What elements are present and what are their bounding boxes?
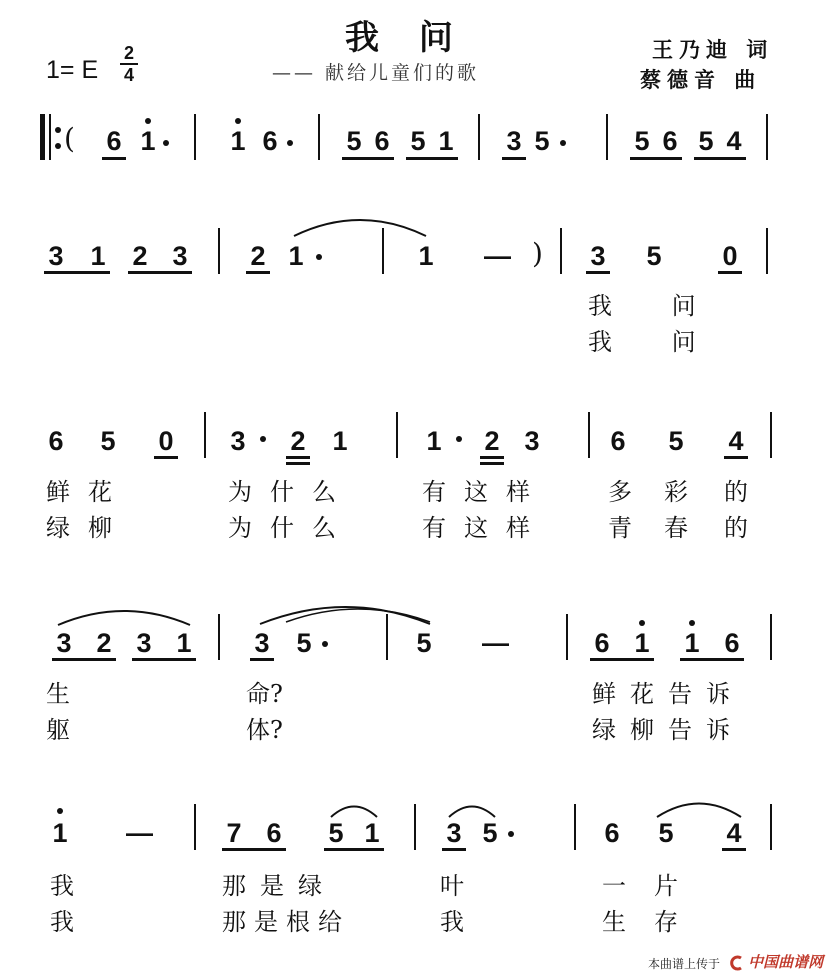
slur [54, 603, 194, 629]
note: 3 [136, 628, 152, 658]
lyric: 多彩 [608, 478, 720, 506]
lyric: 为什么 [228, 478, 354, 506]
note: 6 [594, 628, 610, 658]
note: 5 [482, 818, 498, 848]
note: 1 [230, 126, 246, 156]
lyric: 命? [246, 680, 283, 708]
note: 1 [288, 241, 304, 271]
note: 5 [296, 628, 312, 658]
slur [446, 800, 498, 820]
note: 5 [328, 818, 344, 848]
note: 2 [250, 241, 266, 271]
note: 1 [90, 241, 106, 271]
note: 4 [728, 426, 744, 456]
lyric: 一片 [602, 872, 706, 900]
note: 3 [590, 241, 606, 271]
note: 5 [346, 126, 362, 156]
note: 1 [364, 818, 380, 848]
note: 3 [446, 818, 462, 848]
note: 3 [56, 628, 72, 658]
lyric: 鲜花 [46, 478, 130, 506]
note: 6 [662, 126, 678, 156]
lyric: 鲜花告诉 [592, 680, 744, 708]
note: 1 [418, 241, 434, 271]
note: 2 [484, 426, 500, 456]
lyric: 我 [50, 908, 74, 936]
time-signature-top: 2 [123, 43, 134, 63]
note: 1 [438, 126, 454, 156]
key-signature: 1= E [46, 56, 99, 84]
note: 5 [658, 818, 674, 848]
lyric: 那是绿 [222, 872, 336, 900]
note: 1 [426, 426, 442, 456]
note: 3 [254, 628, 270, 658]
song-title: 我 问 [345, 18, 467, 58]
note: 6 [106, 126, 122, 156]
extension-dash: — [482, 628, 509, 658]
repeat-dot [55, 143, 61, 149]
note: 6 [604, 818, 620, 848]
lyric: 青春 [608, 514, 720, 542]
note: 6 [266, 818, 282, 848]
note: 6 [724, 628, 740, 658]
note: 1 [684, 628, 700, 658]
lyric: 有这样 [422, 514, 548, 542]
lyric: 绿柳告诉 [592, 716, 744, 744]
note: 0 [158, 426, 174, 456]
song-subtitle: —— 献给儿童们的歌 [272, 62, 480, 84]
note: 5 [698, 126, 714, 156]
slur [328, 800, 380, 820]
close-paren: ) [532, 237, 543, 270]
site-logo-text: 中国曲谱网 [748, 953, 824, 971]
note: 6 [262, 126, 278, 156]
lyric: 那是根给 [222, 908, 350, 936]
open-paren: ( [64, 122, 75, 155]
note: 2 [96, 628, 112, 658]
lyric-verse-2: 我 问 [588, 328, 722, 356]
upload-note: 本曲谱上传于 [648, 957, 721, 971]
note: 3 [506, 126, 522, 156]
note: 6 [610, 426, 626, 456]
note: 2 [290, 426, 306, 456]
note: 5 [646, 241, 662, 271]
note: 2 [132, 241, 148, 271]
lyric: 的 [724, 514, 748, 542]
note: 1 [332, 426, 348, 456]
extension-dash: — [126, 818, 153, 848]
note: 0 [722, 241, 738, 271]
lyric: 叶 [440, 872, 464, 900]
note: 1 [52, 818, 68, 848]
note: 3 [524, 426, 540, 456]
site-logo [729, 951, 823, 972]
lyric: 生 [46, 680, 70, 708]
note: 6 [374, 126, 390, 156]
slur [256, 598, 436, 628]
lyric: 生存 [602, 908, 706, 936]
note: 5 [100, 426, 116, 456]
lyric: 躯 [46, 716, 70, 744]
time-signature [120, 44, 138, 84]
note: 5 [410, 126, 426, 156]
extension-dash: — [484, 241, 511, 271]
slur [654, 796, 744, 820]
repeat-dot [55, 127, 61, 133]
tie-slur [290, 210, 430, 240]
note: 4 [726, 818, 742, 848]
note: 4 [726, 126, 742, 156]
note: 5 [534, 126, 550, 156]
lyric: 我 [440, 908, 464, 936]
note: 5 [416, 628, 432, 658]
note: 3 [230, 426, 246, 456]
note: 5 [668, 426, 684, 456]
note: 5 [634, 126, 650, 156]
note: 3 [172, 241, 188, 271]
note: 1 [176, 628, 192, 658]
lyric-verse-1: 我 问 [588, 292, 722, 320]
lyric: 体? [246, 716, 283, 744]
note: 3 [48, 241, 64, 271]
logo-icon [729, 955, 743, 971]
lyricist-credit: 王乃迪 词 [652, 37, 774, 62]
note: 1 [634, 628, 650, 658]
note: 7 [226, 818, 242, 848]
lyric: 我 [50, 872, 74, 900]
lyric: 有这样 [422, 478, 548, 506]
note: 1 [140, 126, 156, 156]
composer-credit: 蔡德音 曲 [640, 67, 762, 92]
lyric: 绿柳 [46, 514, 130, 542]
time-signature-bottom: 4 [123, 65, 134, 85]
lyric: 为什么 [228, 514, 354, 542]
note: 6 [48, 426, 64, 456]
lyric: 的 [724, 478, 748, 506]
